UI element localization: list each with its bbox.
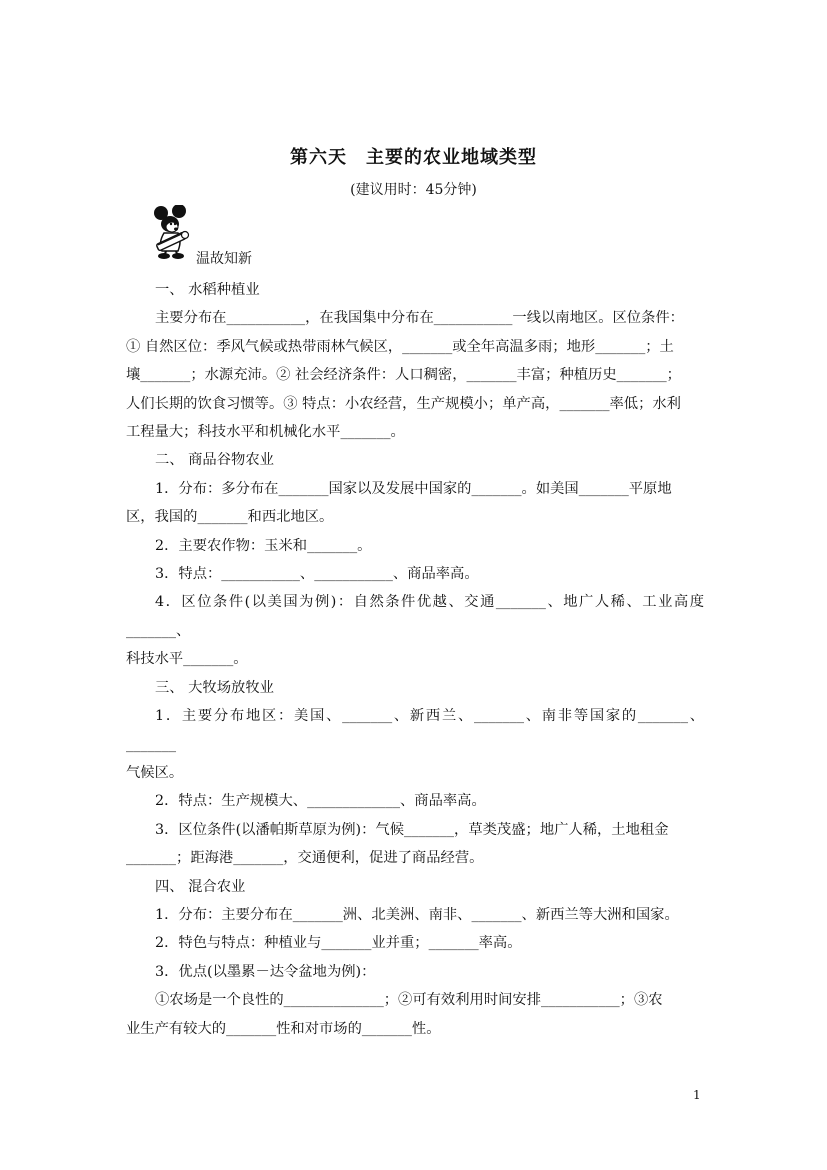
text-line: 4．区位条件(以美国为例)：自然条件优越、交通_______、地广人稀、工业高度_______、: [126, 594, 704, 639]
section-heading: 四、 混合农业: [155, 878, 246, 895]
text-line: 气候区。: [126, 764, 184, 781]
text-line: 3．区位条件(以潘帕斯草原为例)：气候_______，草类茂盛；地广人稀，土地租金: [155, 821, 669, 838]
text-line: 人们长期的饮食习惯等。③ 特点：小农经营，生产规模小；单产高，_______率低；水利: [126, 395, 681, 412]
worksheet-body: [126, 276, 704, 1043]
section-heading: 一、 水稻种植业: [155, 282, 260, 298]
text-line: 2．主要农作物：玉米和_______。: [155, 537, 372, 554]
text-line: 1．分布：主要分布在_______洲、北美洲、南非、_______、新西兰等大洲和国家。: [155, 906, 679, 923]
section-heading: 三、 大牧场放牧业: [155, 679, 274, 696]
text-line: 1．分布：多分布在_______国家以及发展中国家的_______。如美国_______平原地: [155, 480, 672, 497]
text-line: 业生产有较大的_______性和对市场的_______性。: [126, 1020, 441, 1037]
text-line: 1．主要分布地区：美国、_______、新西兰、_______、南非等国家的_______、_______: [126, 708, 704, 753]
text-line: 区，我国的_______和西北地区。: [126, 509, 334, 526]
suggested-time: (建议用时：45分钟): [350, 182, 477, 198]
page-number: 1: [693, 1088, 701, 1102]
text-line: 2．特点：生产规模大、_____________、商品率高。: [155, 793, 486, 810]
mouse-mascot-icon: [152, 205, 198, 261]
text-line: 2．特色与特点：种植业与_______业并重；_______率高。: [155, 935, 522, 952]
text-line: 工程量大；科技水平和机械化水平_______。: [126, 424, 405, 441]
section-heading: 二、 商品谷物农业: [155, 452, 274, 469]
text-line: 壤_______；水源充沛。② 社会经济条件：人口稠密，_______丰富；种植历史_______；: [126, 367, 681, 384]
text-line: 主要分布在___________，在我国集中分布在___________一线以南地区。区位条件：: [155, 310, 684, 327]
text-line: _______；距海港_______，交通便利，促进了商品经营。: [126, 850, 484, 867]
text-line: ① 自然区位：季风气候或热带雨林气候区，_______或全年高温多雨；地形_______；土: [126, 338, 674, 355]
text-line: 3．优点(以墨累－达令盆地为例)：: [155, 963, 376, 980]
text-line: ①农场是一个良性的______________；②可有效利用时间安排___________；③农: [155, 992, 663, 1009]
page-title: 第六天 主要的农业地域类型: [290, 147, 537, 168]
text-line: 科技水平_______。: [126, 651, 248, 668]
review-section-label: 温故知新: [196, 251, 252, 267]
text-line: 3．特点：___________、___________、商品率高。: [155, 566, 479, 583]
